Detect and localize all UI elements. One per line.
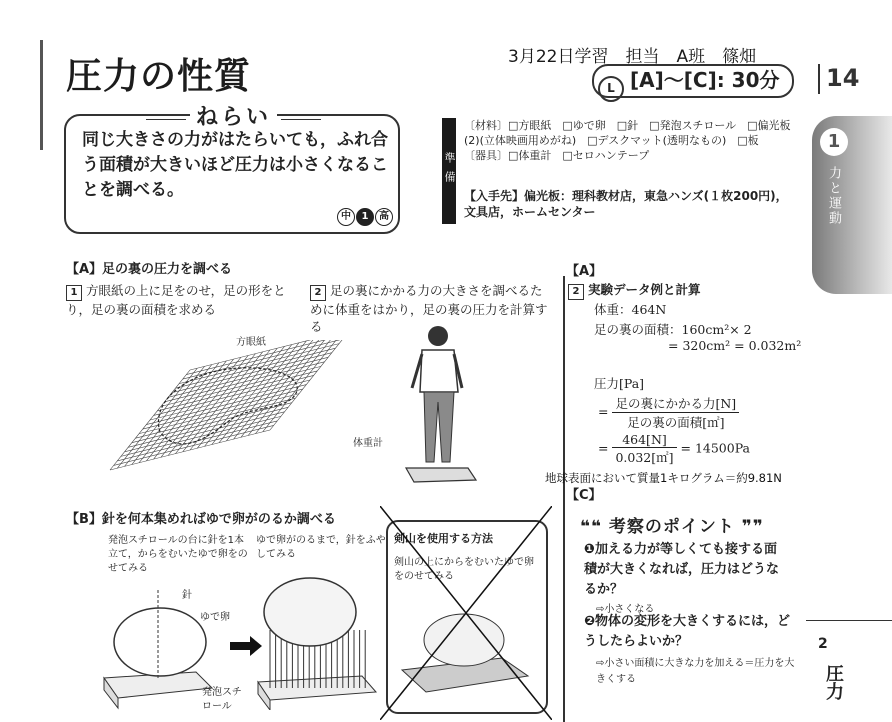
chapter-title: 力と運動 xyxy=(826,166,841,226)
clock-icon: L xyxy=(598,76,624,102)
fraction xyxy=(612,394,739,431)
calc-pressure-label: 圧力[Pa] xyxy=(594,376,645,391)
section-c-label: 【C】 xyxy=(566,488,602,503)
aim-label: ねらい xyxy=(190,100,277,131)
cross-out-mark xyxy=(380,506,552,720)
page-title: 圧力の性質 xyxy=(66,56,252,97)
points-heading-text: 考察のポイント xyxy=(608,517,735,537)
time-box-text: [A]〜[C]: 30分 xyxy=(630,68,780,92)
prep-materials xyxy=(464,118,794,163)
calc-heading-text: 実験データ例と計算 xyxy=(588,282,701,297)
calc-formula xyxy=(598,394,739,431)
handwritten-note: 3月22日学習 担当 A班 篠畑 xyxy=(508,47,757,67)
label-foam: 発泡スチロール xyxy=(202,687,242,712)
needle-egg-illustration xyxy=(100,560,400,710)
point-question-2: ❷物体の変形を大きくするには，どうしたらよいか？ xyxy=(584,614,791,649)
calc-area1: 足の裏の面積：160cm²× 2 xyxy=(594,322,752,337)
chapter-tab xyxy=(812,116,892,294)
quote-icon: ❝❝ xyxy=(580,517,609,537)
calc-result-value: = 14500Pa xyxy=(680,440,751,456)
right-edge-number: 2 xyxy=(818,636,828,652)
level-badge-active: 1 xyxy=(356,208,374,226)
calc-heading xyxy=(568,280,701,300)
person-on-scale-illustration xyxy=(398,322,484,490)
point-answer-1: ⇨小さくなる xyxy=(596,604,655,615)
label-graph-paper: 方眼紙 xyxy=(236,337,266,348)
chapter-number: 1 xyxy=(820,128,848,156)
label-needle: 針 xyxy=(182,590,192,601)
step-a2-text: 足の裏にかかる力の大きさを調べるために体重をはかり，足の裏の圧力を計算する xyxy=(310,283,548,334)
section-a-heading: 【A】足の裏の圧力を調べる xyxy=(66,262,233,277)
point-question-1: ❶加える力が等しくても接する面積が大きくなれば，圧力はどうなるか？ xyxy=(584,542,780,597)
column-divider xyxy=(563,276,565,722)
fraction-denominator: 足の裏の面積[㎡] xyxy=(627,415,725,430)
step-b2-text: ゆで卵がのるまで，針をふやしてみる xyxy=(256,535,386,560)
fraction-denominator: 0.032[㎡] xyxy=(615,450,674,465)
step-number: 1 xyxy=(66,285,82,301)
aim-text: 同じ大きさの力がはたらいても，ふれ合う面積が大きいほど圧力は小さくなることを調べる。 xyxy=(82,130,388,200)
calc-result xyxy=(598,432,750,466)
step-number: 2 xyxy=(310,285,326,301)
binding-strip xyxy=(40,40,43,150)
prep-materials-text: 〔材料〕□方眼紙 □ゆで卵 □針 □発泡スチロール □偏光板(2)(立体映画用めがね) □デスクマット(透明なもの) □板 xyxy=(464,119,791,147)
kenzan-description: 剣山の上にからをむいたゆで卵をのせてみる xyxy=(394,557,534,582)
equals-sign: = xyxy=(598,404,609,419)
calc-area2: = 320cm² = 0.032m² xyxy=(668,338,802,353)
prep-label: 準備 xyxy=(442,118,456,224)
calc-weight: 体重：464N xyxy=(594,302,667,317)
step-b1-text: 発泡スチロールの台に針を1本立て，からをむいたゆで卵をのせてみる xyxy=(108,535,248,574)
label-scale: 体重計 xyxy=(353,438,383,449)
label-egg: ゆで卵 xyxy=(200,612,230,623)
time-box xyxy=(592,64,794,98)
corner-page-number: 14 xyxy=(818,64,859,94)
kenzan-title: 剣山を使用する方法 xyxy=(394,532,493,545)
level-badge: 中 xyxy=(337,208,355,226)
level-badge: 高 xyxy=(375,208,393,226)
right-edge-rule xyxy=(806,620,892,621)
gravity-note: 地球表面において質量1キログラム＝約9.81N xyxy=(545,471,782,485)
section-b-heading: 【B】針を何本集めればゆで卵がのるか調べる xyxy=(66,512,336,527)
equals-sign: = xyxy=(598,440,609,456)
right-edge-title: 圧力 xyxy=(823,664,844,700)
fraction-numerator: 464[N] xyxy=(612,432,676,448)
fraction-numerator: 足の裏にかかる力[N] xyxy=(612,394,739,413)
prep-tools-text: 〔器具〕□体重計 □セロハンテープ xyxy=(464,149,650,162)
step-a1 xyxy=(66,282,300,318)
points-heading xyxy=(580,512,764,537)
fraction xyxy=(612,432,676,466)
level-badges xyxy=(336,208,393,226)
quote-icon: ❞❞ xyxy=(734,517,764,537)
calc-section-label: 【A】 xyxy=(566,264,603,279)
step-number: 2 xyxy=(568,284,584,300)
step-a1-text: 方眼紙の上に足をのせ，足の形をとり，足の裏の面積を求める xyxy=(66,283,286,317)
point-answer-2: ⇨小さい面積に大きな力を加える＝圧力を大きくする xyxy=(596,658,795,685)
graph-paper-illustration xyxy=(90,340,352,482)
prep-source: 【入手先】偏光板：理科教材店，東急ハンズ(１枚200円)，文具店，ホームセンター xyxy=(464,189,788,219)
